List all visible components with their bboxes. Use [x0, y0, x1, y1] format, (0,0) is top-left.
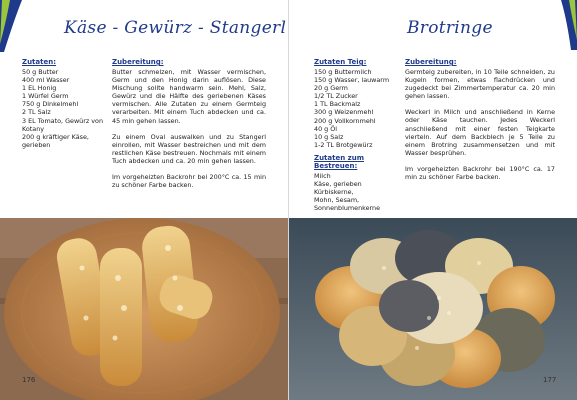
ingredient-item: Käse, gerieben [314, 180, 362, 189]
preparation-section [112, 58, 266, 197]
ingredient-item: Milch [314, 171, 331, 180]
page-number: 177 [543, 376, 557, 384]
ingredient-item: 150 g Buttermilch [314, 68, 372, 76]
ingredient-item: 150 g Wasser, lauwarm [314, 76, 390, 85]
step-item: Im vorgeheizten Backrohr bei 200°C ca. 15 min zu schöner Farbe backen. [112, 173, 266, 190]
ingredient-list [22, 68, 104, 149]
right-page [289, 0, 577, 400]
ingredient-item: 200 g Vollkornmehl [314, 116, 376, 125]
ingredient-item: 200 g kräftiger Käse, gerieben [22, 132, 89, 149]
step-item: Im vorgeheizten Backrohr bei 190°C ca. 17 min zu schöner Farbe backen. [405, 164, 555, 182]
recipe-title: Käse - Gewürz - Stangerl [64, 18, 287, 38]
ingredient-item: 1 TL Backmalz [314, 100, 361, 109]
ingredient-item: 20 g Germ [314, 84, 348, 93]
ingredient-item: Sonnenblumenkerne [314, 204, 381, 213]
ingredients-section [22, 58, 104, 149]
step-list [405, 68, 555, 181]
ingredient-item: 1/2 TL Zucker [314, 92, 358, 101]
recipe-title: Brotringe [407, 18, 493, 38]
preparation-heading: Zubereitung: [112, 58, 164, 66]
ingredient-item: 400 ml Wasser [22, 76, 70, 85]
ingredient-item: Kürbiskerne, [314, 188, 354, 197]
bread-ring-photo [289, 218, 577, 400]
step-item: Zu einem Oval auswalken und zu Stangerl einrollen, mit Wasser bestreichen und mit dem restlichen Käse bestreuen. Nochmals mit einem Tuch abdecken und ca. 20 min gehen lassen. [112, 132, 266, 165]
preparation-heading: Zubereitung: [405, 58, 457, 66]
ingredient-item: 1 Würfel Germ [22, 92, 69, 101]
ingredient-item: 1 EL Honig [22, 84, 57, 93]
ingredient-item: 750 g Dinkelmehl [22, 100, 79, 109]
corner-brush-stroke [0, 0, 60, 60]
ingredient-item: Mohn, Sesam, [314, 196, 360, 205]
step-item: Butter schmelzen, mit Wasser vermischen, Germ und den Honig darin auflösen. Diese Mischung sollte handwarm sein. Mehl, Salz, Gewürz und die Hälfte des geriebenen Käses vermischen. Alle Zutaten zu einem Germteig verarbeiten. Mit einem Tuch abdecken und ca. 45 min gehen lassen. [112, 68, 266, 125]
ingredient-item: 40 g Öl [314, 124, 338, 133]
dough-ingredient-list [314, 68, 398, 149]
ingredient-item: 1-2 TL Brotgewürz [314, 140, 373, 149]
ingredient-item: 300 g Weizenmehl [314, 108, 374, 117]
ingredient-item: 50 g Butter [22, 68, 59, 76]
topping-heading: Zutaten zum Bestreuen: [314, 153, 364, 170]
breadsticks-photo [0, 218, 288, 400]
dough-ingredients-section [314, 58, 398, 212]
topping-ingredient-list [314, 172, 398, 212]
corner-brush-stroke [537, 0, 577, 60]
left-page [0, 0, 288, 400]
dough-heading: Zutaten Teig: [314, 58, 367, 66]
ingredient-item: 3 EL Tomato, Gewürz von Kotany [22, 116, 103, 133]
step-item: Germteig zubereiten, in 10 Teile schneiden, zu Kugeln formen, etwas flachdrücken und zugedeckt bei Zimmertemperatur ca. 20 min gehen lassen. [405, 68, 555, 101]
preparation-section [405, 58, 555, 189]
ingredients-heading: Zutaten: [22, 58, 57, 66]
ingredient-item: 2 TL Salz [22, 108, 51, 117]
step-item: Weckerl in Milch und anschließend in Kerne oder Käse tauchen. Jedes Weckerl anschließend mit einer festen Teigkarte vierteln. Auf dem Backblech je 5 Teile zu einem Brotring zusammensetzen und mit Wasser besprühen. [405, 108, 555, 157]
page-number: 176 [22, 376, 36, 384]
step-list [112, 68, 266, 189]
ingredient-item: 10 g Salz [314, 132, 344, 141]
